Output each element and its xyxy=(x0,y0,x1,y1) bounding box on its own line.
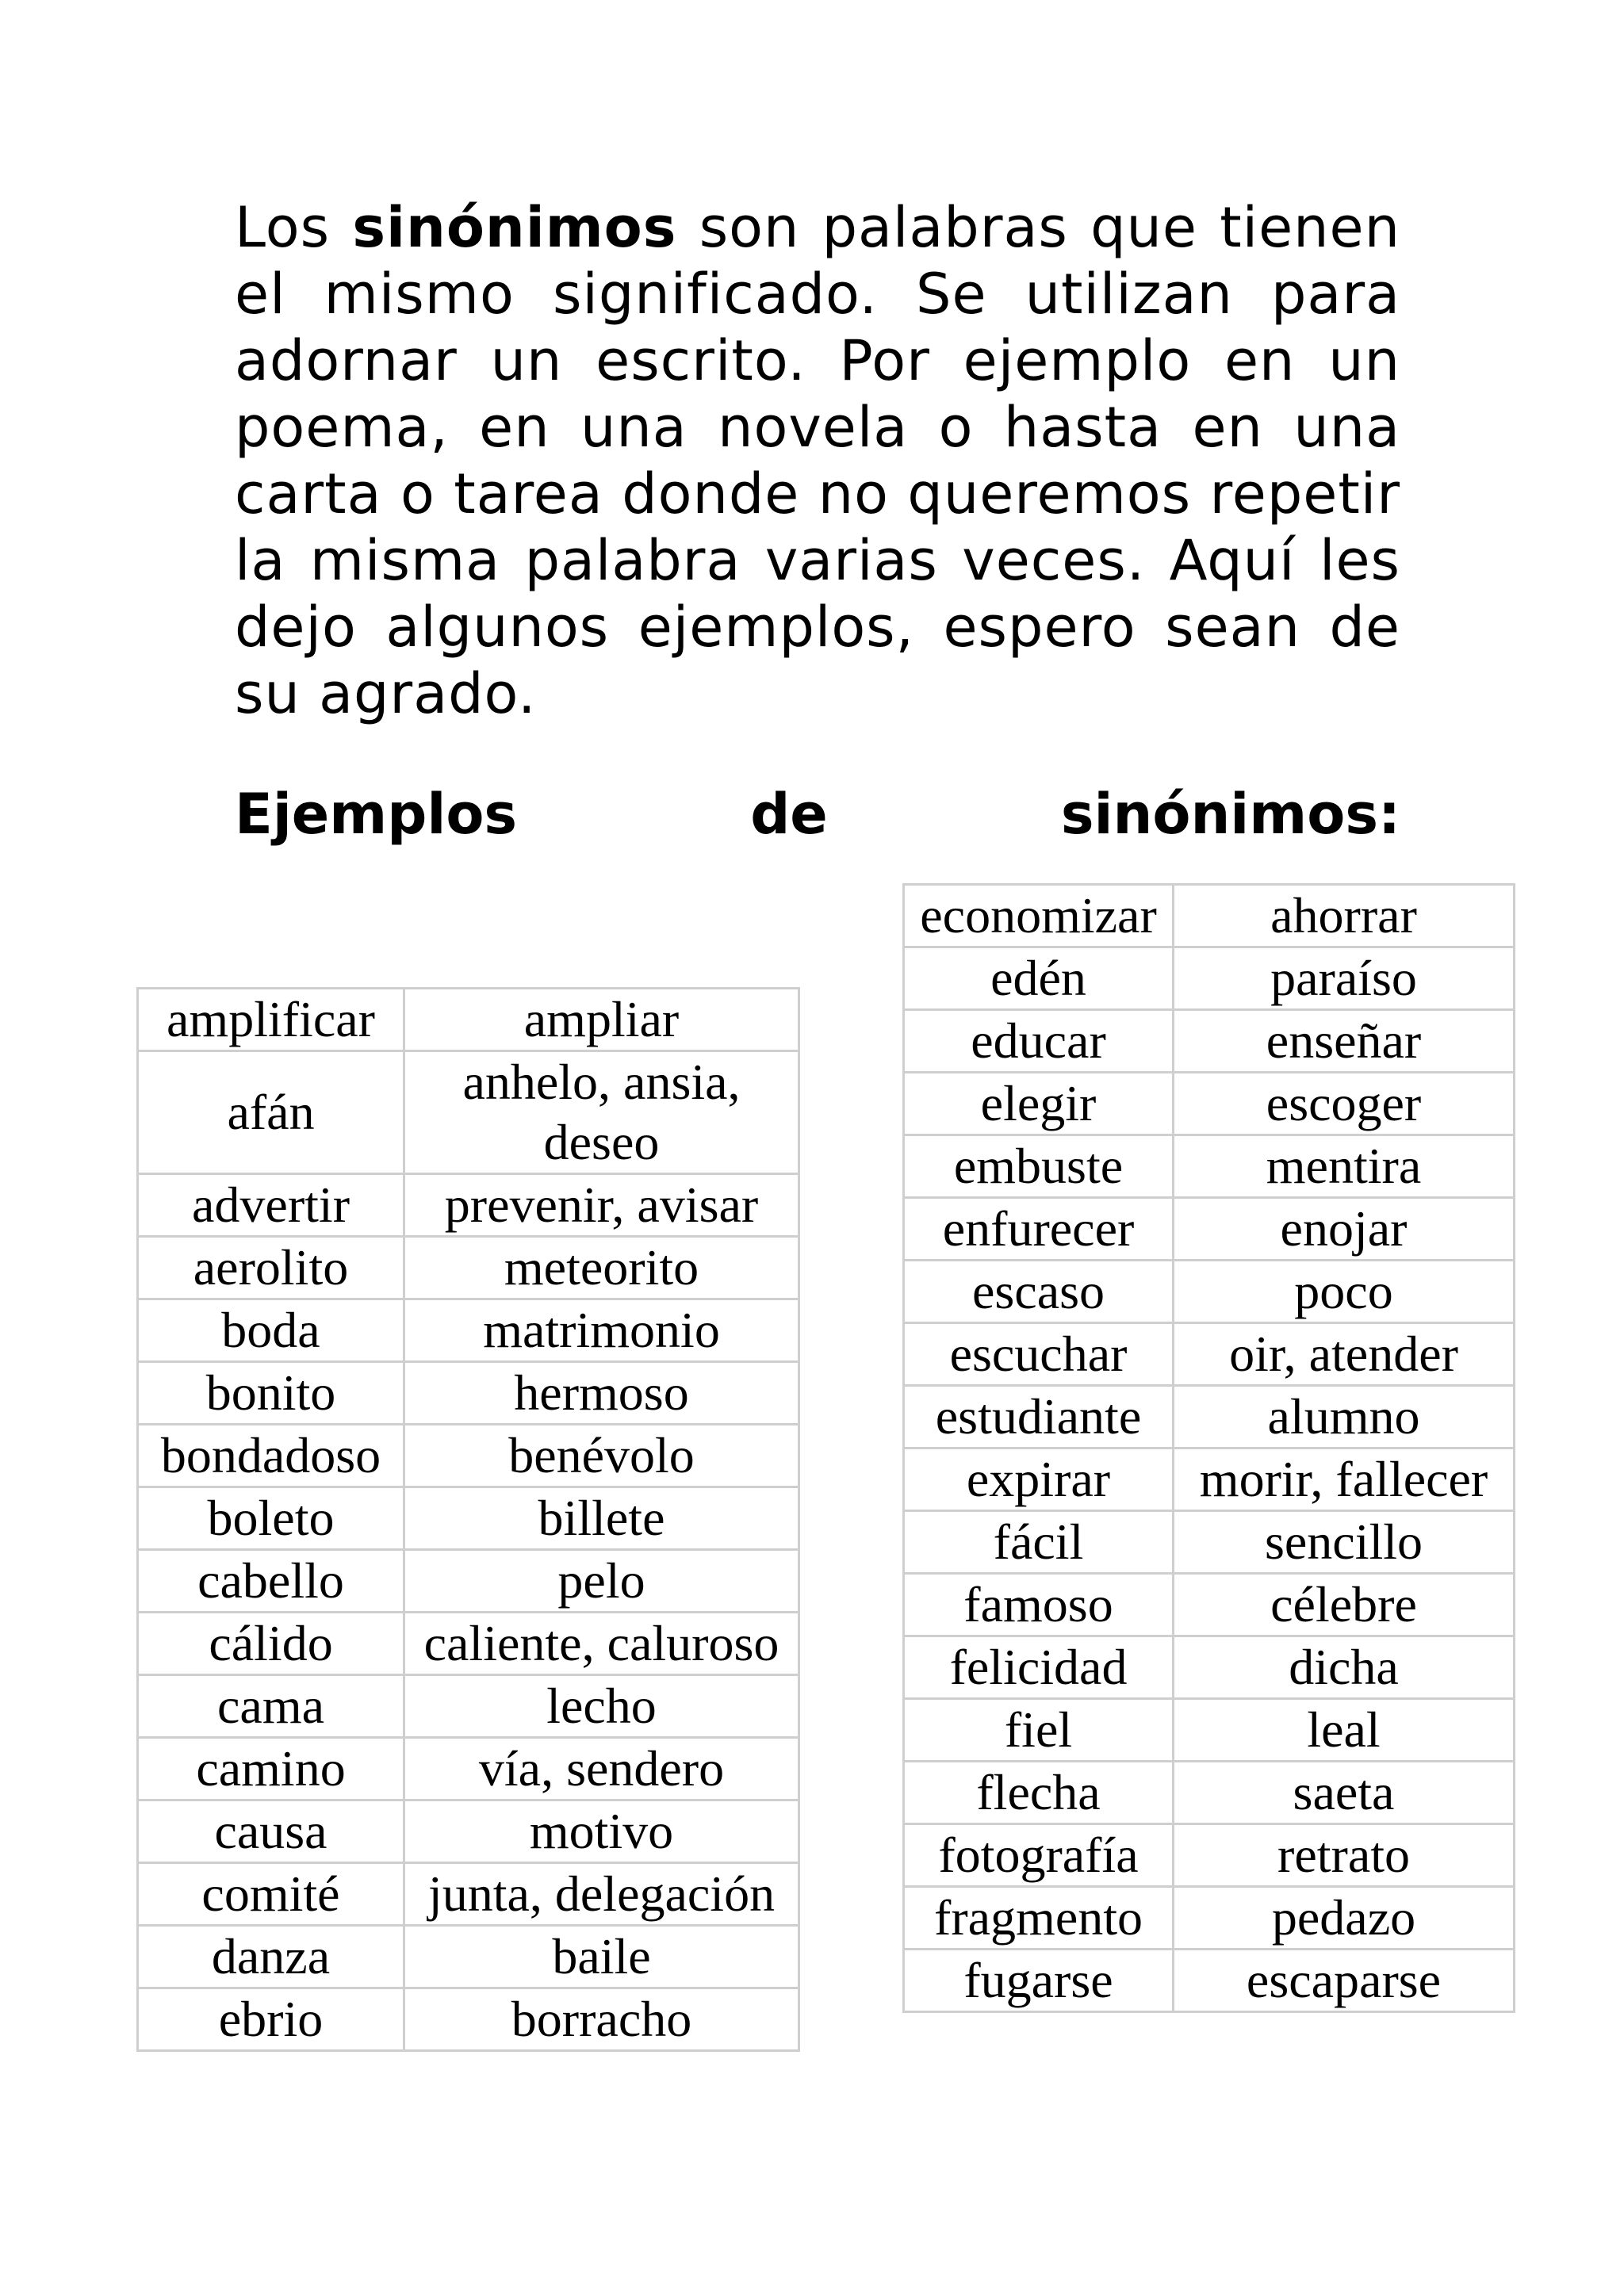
word-cell: afán xyxy=(138,1051,404,1174)
word-cell: camino xyxy=(138,1738,404,1800)
synonym-cell: motivo xyxy=(404,1800,799,1863)
table-row xyxy=(138,1800,799,1863)
synonyms-table-right-body xyxy=(904,885,1515,2012)
synonym-cell: matrimonio xyxy=(404,1299,799,1362)
synonym-cell: hermoso xyxy=(404,1362,799,1425)
word-cell: fiel xyxy=(904,1699,1174,1762)
synonym-cell: caliente, caluroso xyxy=(404,1613,799,1675)
intro-paragraph xyxy=(235,194,1400,727)
word-cell: cálido xyxy=(138,1613,404,1675)
table-row xyxy=(138,1613,799,1675)
table-row xyxy=(138,1863,799,1926)
table-row xyxy=(904,1511,1515,1574)
word-cell: escaso xyxy=(904,1261,1174,1323)
synonym-cell: poco xyxy=(1174,1261,1515,1323)
intro-keyword: sinónimos xyxy=(352,195,677,260)
synonym-cell: vía, sendero xyxy=(404,1738,799,1800)
table-row xyxy=(138,989,799,1051)
synonym-cell: morir, fallecer xyxy=(1174,1448,1515,1511)
table-row xyxy=(138,1487,799,1550)
synonym-cell: meteorito xyxy=(404,1237,799,1299)
synonym-cell: anhelo, ansia, deseo xyxy=(404,1051,799,1174)
word-cell: edén xyxy=(904,947,1174,1010)
synonym-cell: benévolo xyxy=(404,1425,799,1487)
table-row xyxy=(904,1448,1515,1511)
synonym-cell: junta, delegación xyxy=(404,1863,799,1926)
table-row xyxy=(138,1425,799,1487)
word-cell: bonito xyxy=(138,1362,404,1425)
synonym-cell: paraíso xyxy=(1174,947,1515,1010)
synonym-cell: retrato xyxy=(1174,1824,1515,1887)
synonym-cell: escoger xyxy=(1174,1073,1515,1135)
word-cell: ebrio xyxy=(138,1988,404,2051)
synonyms-table-left-body xyxy=(138,989,799,2051)
table-row xyxy=(904,1887,1515,1950)
synonym-cell: pelo xyxy=(404,1550,799,1613)
synonym-cell: oir, atender xyxy=(1174,1323,1515,1386)
word-cell: comité xyxy=(138,1863,404,1926)
word-cell: enfurecer xyxy=(904,1198,1174,1261)
word-cell: cabello xyxy=(138,1550,404,1613)
synonym-cell: escaparse xyxy=(1174,1950,1515,2012)
table-row xyxy=(904,1386,1515,1448)
word-cell: embuste xyxy=(904,1135,1174,1198)
table-row xyxy=(904,1950,1515,2012)
word-cell: boleto xyxy=(138,1487,404,1550)
word-cell: fácil xyxy=(904,1511,1174,1574)
synonyms-table-left xyxy=(136,987,800,2052)
table-row xyxy=(904,1135,1515,1198)
synonym-cell: billete xyxy=(404,1487,799,1550)
word-cell: aerolito xyxy=(138,1237,404,1299)
table-row xyxy=(138,1988,799,2051)
word-cell: danza xyxy=(138,1926,404,1988)
table-row xyxy=(904,1198,1515,1261)
table-row xyxy=(138,1299,799,1362)
synonym-cell: alumno xyxy=(1174,1386,1515,1448)
table-row xyxy=(138,1237,799,1299)
synonym-cell: borracho xyxy=(404,1988,799,2051)
synonym-cell: ahorrar xyxy=(1174,885,1515,947)
table-row xyxy=(904,1574,1515,1636)
table-row xyxy=(904,885,1515,947)
examples-heading xyxy=(235,781,1400,848)
table-row xyxy=(904,1762,1515,1824)
word-cell: boda xyxy=(138,1299,404,1362)
table-row xyxy=(138,1550,799,1613)
synonym-cell: leal xyxy=(1174,1699,1515,1762)
word-cell: advertir xyxy=(138,1174,404,1237)
table-row xyxy=(904,1636,1515,1699)
synonym-cell: célebre xyxy=(1174,1574,1515,1636)
word-cell: cama xyxy=(138,1675,404,1738)
table-row xyxy=(904,1010,1515,1073)
synonym-cell: enojar xyxy=(1174,1198,1515,1261)
synonym-cell: enseñar xyxy=(1174,1010,1515,1073)
heading-word-1: Ejemplos xyxy=(235,782,518,847)
table-row xyxy=(138,1675,799,1738)
word-cell: fugarse xyxy=(904,1950,1174,2012)
synonym-cell: baile xyxy=(404,1926,799,1988)
heading-word-2: de xyxy=(750,782,828,847)
table-row xyxy=(138,1174,799,1237)
table-row xyxy=(904,1323,1515,1386)
word-cell: flecha xyxy=(904,1762,1174,1824)
word-cell: educar xyxy=(904,1010,1174,1073)
table-row xyxy=(138,1738,799,1800)
word-cell: economizar xyxy=(904,885,1174,947)
synonym-cell: prevenir, avisar xyxy=(404,1174,799,1237)
synonym-cell: ampliar xyxy=(404,989,799,1051)
word-cell: causa xyxy=(138,1800,404,1863)
table-row xyxy=(904,1261,1515,1323)
synonym-cell: dicha xyxy=(1174,1636,1515,1699)
word-cell: estudiante xyxy=(904,1386,1174,1448)
synonym-cell: saeta xyxy=(1174,1762,1515,1824)
word-cell: fragmento xyxy=(904,1887,1174,1950)
synonym-cell: pedazo xyxy=(1174,1887,1515,1950)
table-row xyxy=(904,947,1515,1010)
synonym-cell: lecho xyxy=(404,1675,799,1738)
table-row xyxy=(138,1926,799,1988)
word-cell: elegir xyxy=(904,1073,1174,1135)
word-cell: famoso xyxy=(904,1574,1174,1636)
synonym-cell: mentira xyxy=(1174,1135,1515,1198)
synonym-cell: sencillo xyxy=(1174,1511,1515,1574)
table-row xyxy=(904,1824,1515,1887)
word-cell: escuchar xyxy=(904,1323,1174,1386)
table-row xyxy=(904,1073,1515,1135)
table-row xyxy=(138,1362,799,1425)
table-row xyxy=(904,1699,1515,1762)
heading-word-3: sinónimos: xyxy=(1060,782,1400,847)
word-cell: fotografía xyxy=(904,1824,1174,1887)
word-cell: amplificar xyxy=(138,989,404,1051)
table-row xyxy=(138,1051,799,1174)
word-cell: felicidad xyxy=(904,1636,1174,1699)
word-cell: bondadoso xyxy=(138,1425,404,1487)
word-cell: expirar xyxy=(904,1448,1174,1511)
intro-word-los: Los xyxy=(235,195,331,260)
intro-text: son palabras que tienen el mismo significado. Se utilizan para adornar un escrito. Por ejemplo en un poema, en una novela o hasta en una carta o tarea donde no queremos repetir la misma palabra varias veces. Aquí les dejo algunos ejemplos, espero sean de su agrado. xyxy=(235,195,1400,726)
synonyms-table-right xyxy=(902,883,1515,2013)
